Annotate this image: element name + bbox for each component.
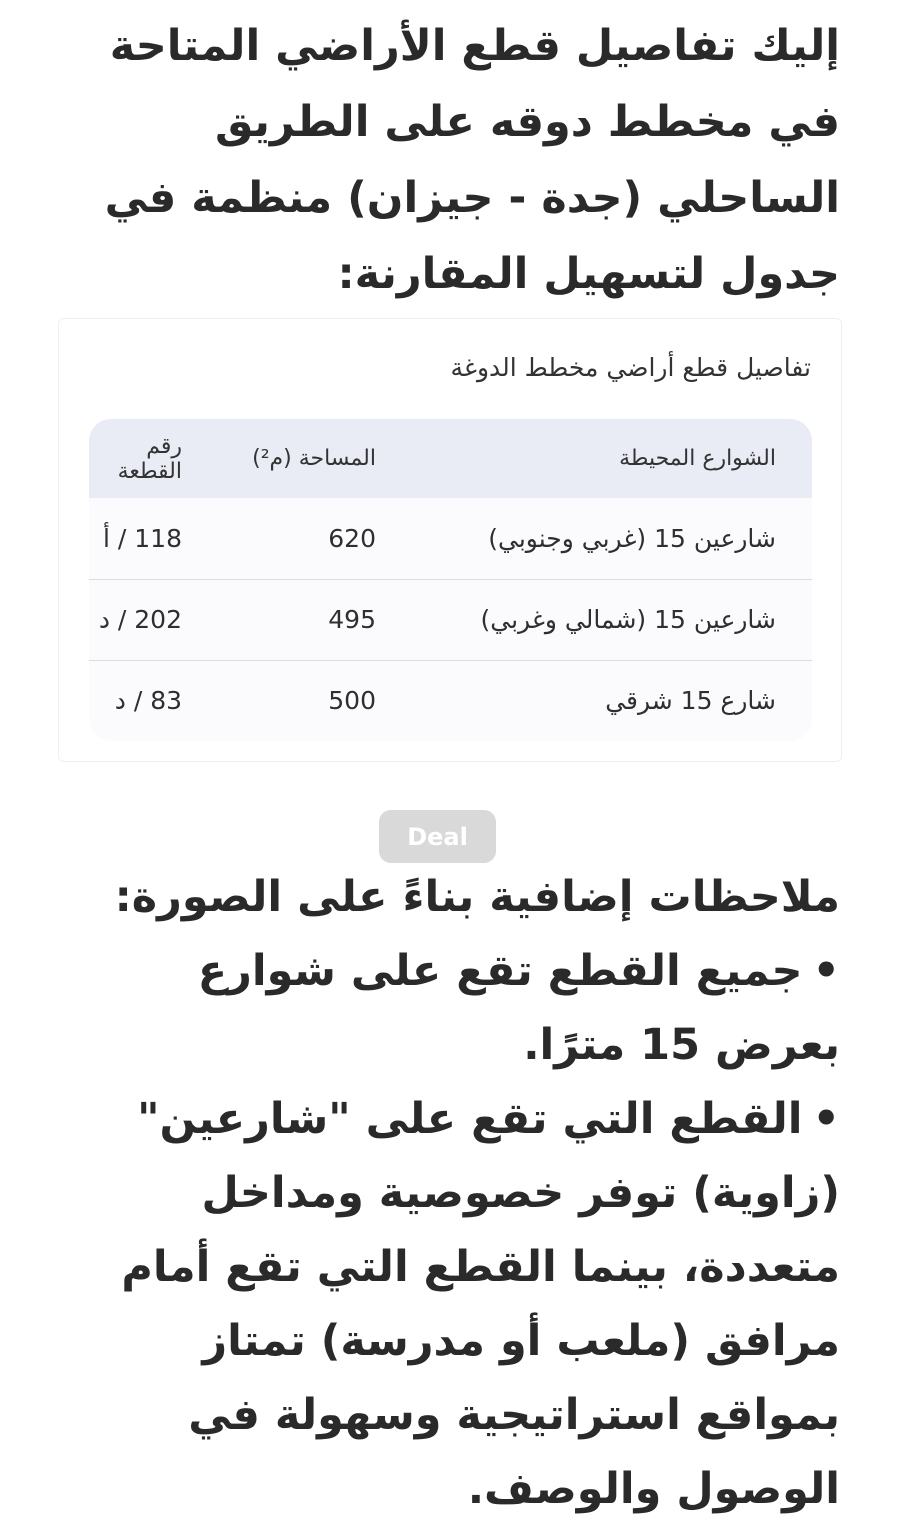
deal-watermark-logo: Deal — [379, 810, 496, 863]
note-bullet — [60, 1082, 840, 1526]
header-streets: الشوارع المحيطة — [619, 446, 776, 471]
cell-area: 495 — [328, 605, 376, 634]
intro-paragraph: إليك تفاصيل قطع الأراضي المتاحة في مخطط دوقه على الطريق الساحلي (جدة - جيزان) منظمة في جدول لتسهيل المقارنة: — [104, 21, 840, 299]
plots-table-card — [58, 318, 842, 762]
table-title: تفاصيل قطع أراضي مخطط الدوغة — [450, 353, 811, 382]
table-row — [89, 660, 812, 741]
note-text: القطع التي تقع على "شارعين" (زاوية) توفر خصوصية ومداخل متعددة، بينما القطع التي تقع أمام مرافق (ملعب أو مدرسة) تمتاز بمواقع استراتيجية وسهولة في الوصول والوصف. — [121, 1094, 840, 1514]
table-row — [89, 498, 812, 579]
cell-area: 500 — [328, 686, 376, 716]
cell-streets: شارعين 15 (شمالي وغربي) — [480, 605, 776, 634]
bullet-icon: • — [812, 946, 840, 996]
cell-plot-number: 202 / د — [98, 605, 182, 634]
bullet-icon: • — [812, 1094, 840, 1144]
table-header-row — [89, 419, 812, 498]
cell-plot-number: 118 / أ — [103, 523, 182, 553]
notes-section — [60, 860, 840, 1526]
cell-streets: شارعين 15 (غربي وجنوبي) — [488, 523, 776, 553]
plots-table — [89, 419, 812, 741]
cell-area: 620 — [328, 523, 376, 553]
header-plot-number: رقم القطعة — [117, 433, 182, 484]
notes-heading: ملاحظات إضافية بناءً على الصورة: — [114, 872, 840, 922]
cell-plot-number: 83 / د — [114, 686, 182, 716]
header-area: المساحة (م²) — [252, 446, 376, 471]
cell-streets: شارع 15 شرقي — [605, 686, 776, 716]
plots-table-wrapper — [89, 419, 812, 741]
table-row — [89, 579, 812, 660]
note-bullet — [60, 934, 840, 1082]
note-text: جميع القطع تقع على شوارع بعرض 15 مترًا. — [197, 946, 840, 1070]
